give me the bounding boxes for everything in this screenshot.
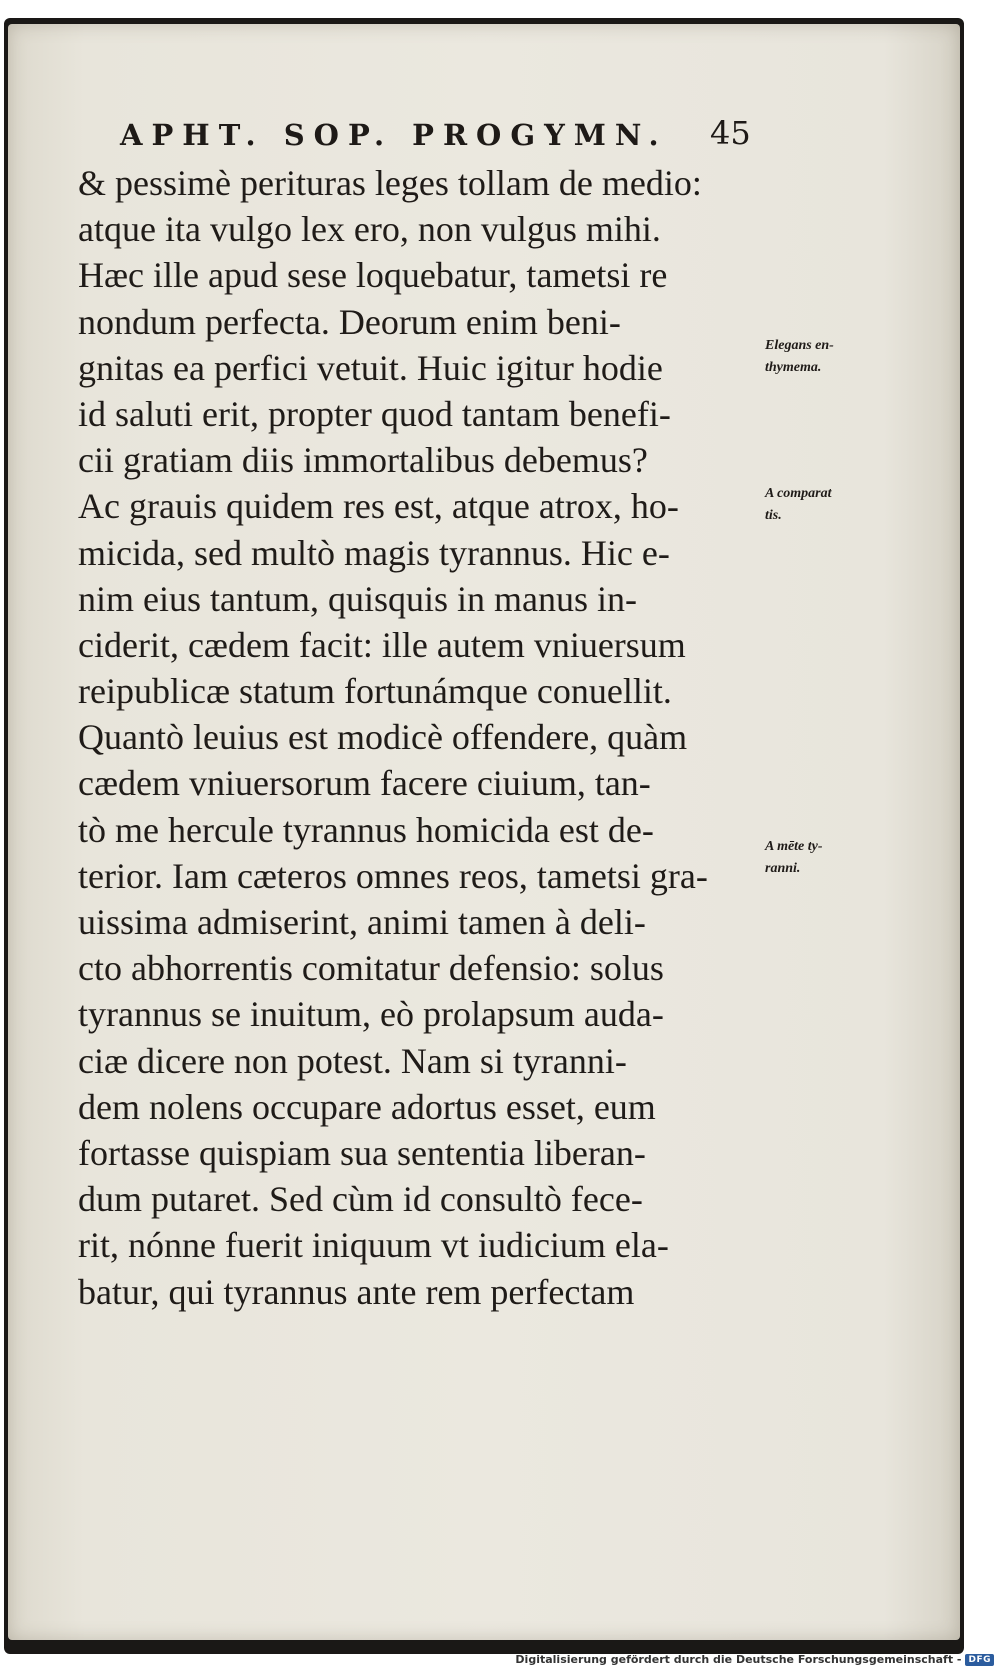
text-line: terior. Iam cæteros omnes reos, tametsi gra- — [78, 855, 708, 896]
text-line: id saluti erit, propter quod tantam benefi- — [78, 393, 671, 434]
text-line: gnitas ea perfici vetuit. Huic igitur hodie — [78, 347, 663, 388]
text-line: dem nolens occupare adortus esset, eum — [78, 1086, 656, 1127]
running-head: APHT. SOP. PROGYMN. — [120, 118, 668, 152]
digitization-credit — [515, 1653, 994, 1666]
text-line: uissima admiserint, animi tamen à deli- — [78, 902, 646, 942]
text-line: ciæ dicere non potest. Nam si tyranni- — [78, 1040, 627, 1081]
text-line: Hæc ille apud sese loquebatur, tametsi re — [78, 255, 668, 296]
text-line: cto abhorrentis comitatur defensio: solus — [78, 948, 664, 989]
text-line: tyrannus se inuitum, eò prolapsum auda- — [78, 994, 664, 1035]
credit-text: Digitalisierung gefördert durch die Deutsche Forschungsgemeinschaft - — [515, 1653, 962, 1666]
text-line: rit, nónne fuerit iniquum vt iudicium ela- — [78, 1225, 669, 1266]
text-line: batur, qui tyrannus ante rem perfectam — [78, 1271, 635, 1312]
marginal-note-line: ranni. — [765, 861, 801, 876]
marginal-note-comparatio — [765, 483, 875, 527]
text-line: Quantò leuius est modicè offendere, quàm — [78, 717, 688, 758]
text-line: micida, sed multò magis tyrannus. Hic e- — [78, 532, 670, 573]
marginal-note-line: tis. — [765, 508, 782, 523]
text-line: Ac grauis quidem res est, atque atrox, ho- — [78, 486, 679, 527]
text-line: tò me hercule tyrannus homicida est de- — [78, 809, 654, 850]
marginal-note-line: A mēte ty- — [765, 839, 823, 854]
text-line: atque ita vulgo lex ero, non vulgus mihi. — [78, 209, 661, 250]
text-line: cii gratiam diis immortalibus debemus? — [78, 440, 648, 481]
text-line: & pessimè perituras leges tollam de medio: — [78, 163, 702, 203]
text-line: nondum perfecta. Deorum enim beni- — [78, 301, 621, 342]
marginal-note-line: thymema. — [765, 360, 822, 375]
marginal-note-enthymema — [765, 335, 875, 379]
body-text — [78, 160, 768, 1315]
text-line: fortasse quispiam sua sententia liberan- — [78, 1132, 646, 1173]
marginal-note-line: A comparat — [765, 486, 832, 501]
text-line: nim eius tantum, quisquis in manus in- — [78, 578, 637, 619]
text-line: ciderit, cædem facit: ille autem vniuersum — [78, 624, 686, 665]
text-line: reipublicæ statum fortunámque conuellit. — [78, 671, 672, 712]
page-number: 45 — [710, 114, 751, 152]
marginal-note-mente-tyranni — [765, 836, 875, 880]
text-line: cædem vniuersorum facere ciuium, tan- — [78, 763, 651, 804]
text-line: dum putaret. Sed cùm id consultò fece- — [78, 1179, 643, 1220]
marginal-note-line: Elegans en- — [765, 338, 834, 353]
dfg-logo: DFG — [965, 1654, 994, 1666]
